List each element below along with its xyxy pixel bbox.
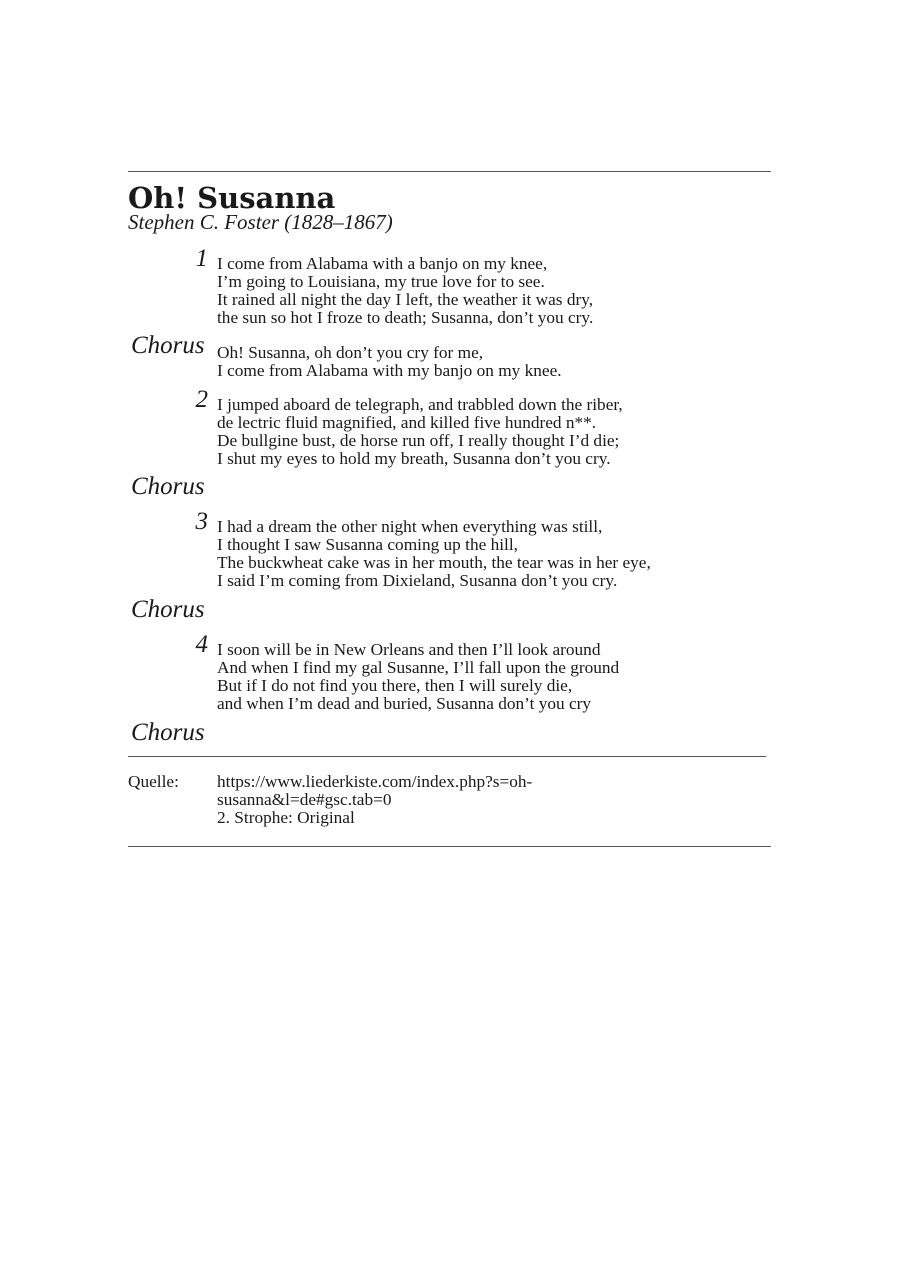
verse-line: But if I do not find you there, then I will surely die,: [217, 676, 573, 695]
verse-number: 1: [195, 245, 208, 272]
verse-line: I said I’m coming from Dixieland, Susanna don’t you cry.: [217, 571, 618, 590]
verse-line: De bullgine bust, de horse run off, I really thought I’d die;: [217, 431, 620, 450]
verse-line: I soon will be in New Orleans and then I’ll look around: [217, 640, 601, 659]
source-note: 2. Strophe: Original: [217, 808, 355, 827]
source-divider: [128, 756, 766, 757]
verse-line: I had a dream the other night when everything was still,: [217, 517, 603, 536]
chorus-lines: [217, 344, 562, 380]
chorus-line: Oh! Susanna, oh don’t you cry for me,: [217, 343, 484, 362]
source-label: Quelle:: [128, 772, 179, 791]
verse-line: de lectric fluid magnified, and killed five hundred n**.: [217, 413, 597, 432]
chorus-label: Chorus: [131, 473, 205, 500]
verse-number: 3: [195, 508, 208, 535]
song-author: Stephen C. Foster (1828–1867): [128, 210, 393, 234]
top-divider: [128, 171, 771, 172]
verse-line: I come from Alabama with a banjo on my knee,: [217, 254, 548, 273]
verse-number: 2: [195, 386, 208, 413]
verse-lines: [217, 255, 593, 327]
verse-lines: [217, 641, 619, 713]
song-title: Oh! Susanna: [128, 181, 336, 215]
verse-line: I shut my eyes to hold my breath, Susanna don’t you cry.: [217, 449, 611, 468]
verse-line: It rained all night the day I left, the weather it was dry,: [217, 290, 594, 309]
verse-lines: [217, 396, 623, 468]
verse-line: I thought I saw Susanna coming up the hill,: [217, 535, 518, 554]
chorus-line: I come from Alabama with my banjo on my knee.: [217, 361, 562, 380]
verse-lines: [217, 518, 651, 590]
verse-line: The buckwheat cake was in her mouth, the tear was in her eye,: [217, 553, 651, 572]
verse-line: And when I find my gal Susanne, I’ll fall upon the ground: [217, 658, 620, 677]
bottom-divider: [128, 846, 771, 847]
verse-line: I jumped aboard de telegraph, and trabbled down the riber,: [217, 395, 623, 414]
verse-line: the sun so hot I froze to death; Susanna, don’t you cry.: [217, 308, 594, 327]
source-url-line: https://www.liederkiste.com/index.php?s=oh-: [217, 772, 533, 791]
source-url-line: susanna&l=de#gsc.tab=0: [217, 790, 392, 809]
chorus-label: Chorus: [131, 596, 205, 623]
chorus-label: Chorus: [131, 719, 205, 746]
verse-line: I’m going to Louisiana, my true love for to see.: [217, 272, 545, 291]
verse-line: and when I’m dead and buried, Susanna don’t you cry: [217, 694, 592, 713]
source-lines: [217, 773, 532, 827]
chorus-label: Chorus: [131, 332, 205, 359]
verse-number: 4: [195, 631, 208, 658]
